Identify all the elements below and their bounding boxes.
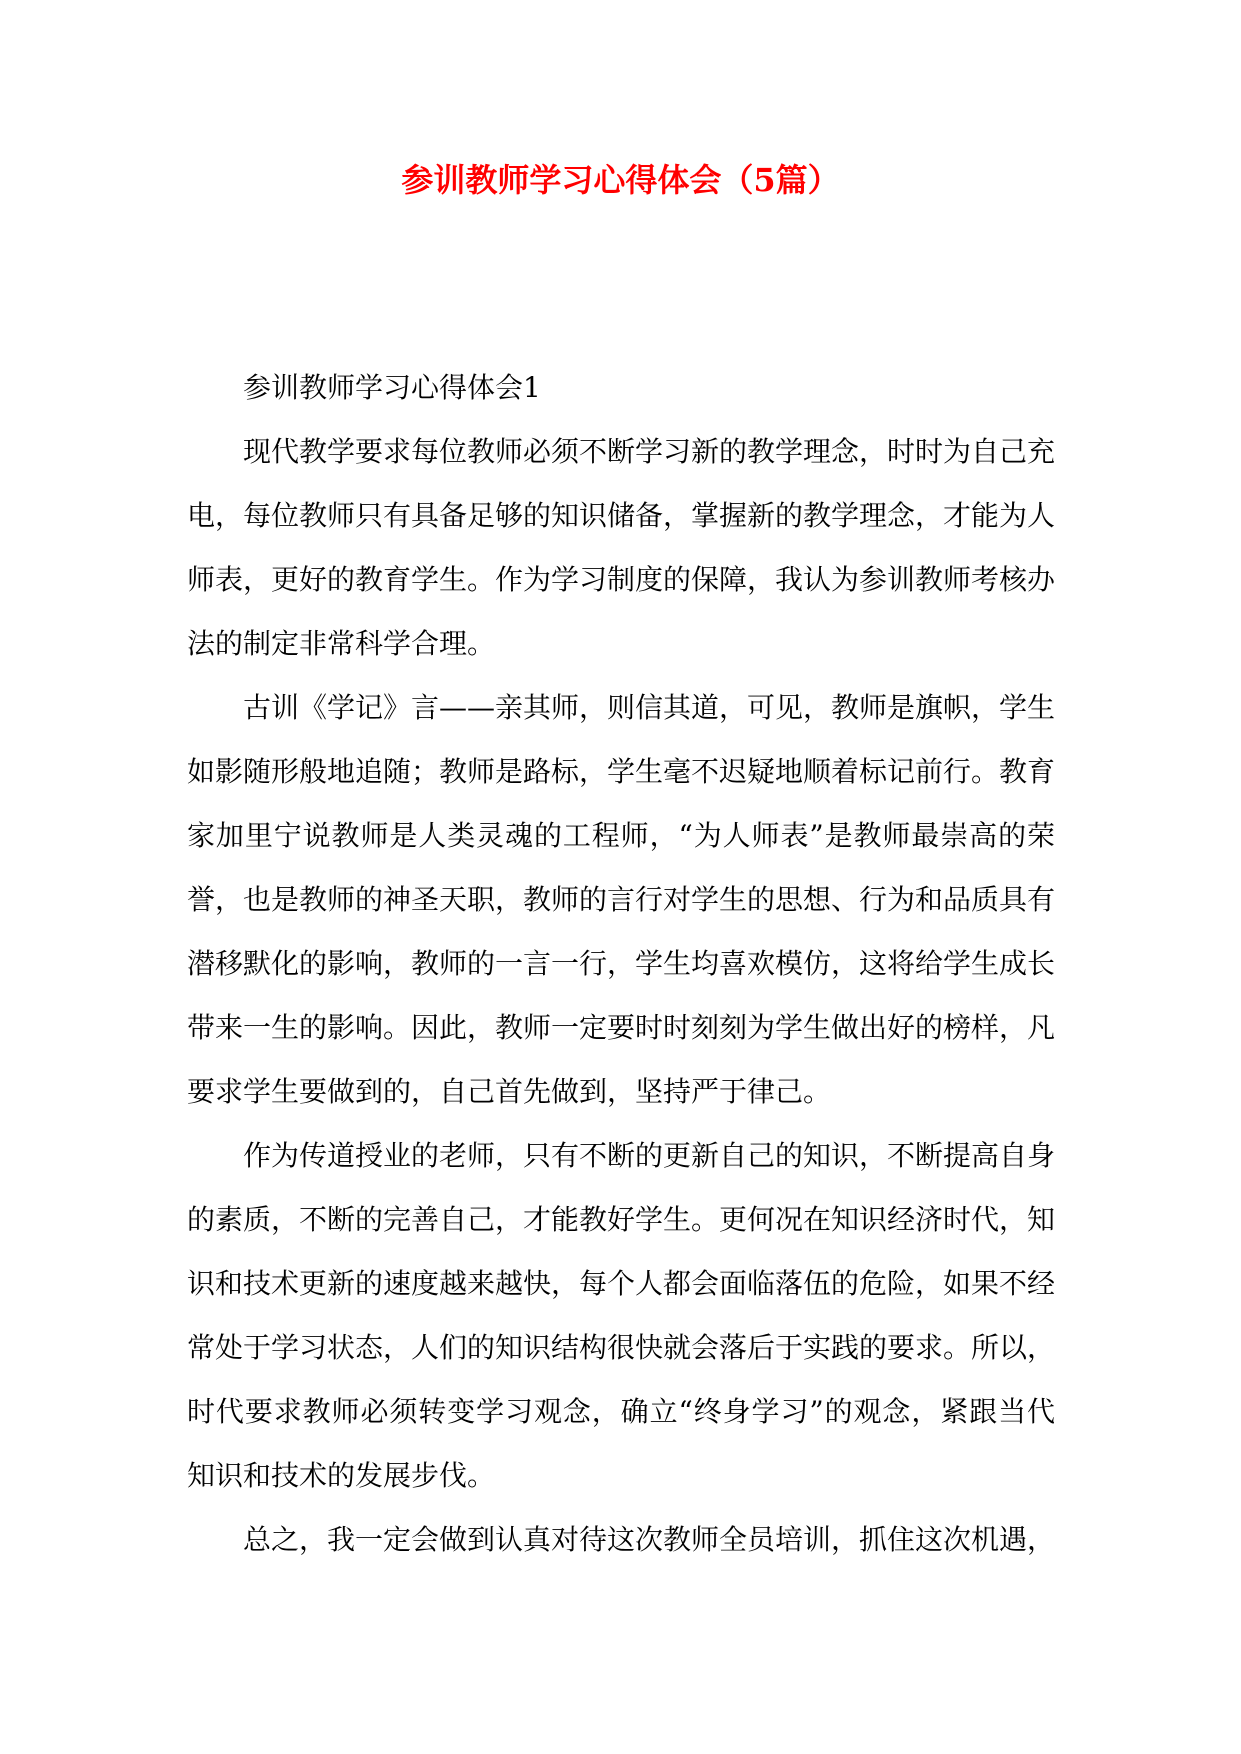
paragraph-1: 现代教学要求每位教师必须不断学习新的教学理念，时时为自己充电，每位教师只有具备足够的知识储备，掌握新的教学理念，才能为人师表，更好的教育学生。作为学习制度的保障，我认为参训教师考核办法的制定非常科学合理。 — [187, 435, 1056, 660]
section-heading: 参训教师学习心得体会1 — [243, 371, 541, 404]
document-title: 参训教师学习心得体会（5篇） — [401, 161, 840, 199]
document-body — [187, 356, 1055, 1572]
paragraph-4: 总之，我一定会做到认真对待这次教师全员培训，抓住这次机遇， — [243, 1523, 1056, 1556]
paragraph-2: 古训《学记》言——亲其师，则信其道，可见，教师是旗帜，学生如影随形般地追随；教师是路标，学生毫不迟疑地顺着标记前行。教育家加里宁说教师是人类灵魂的工程师，“为人师表”是教师最崇高的荣誉，也是教师的神圣天职，教师的言行对学生的思想、行为和品质具有潜移默化的影响，教师的一言一行，学生均喜欢模仿，这将给学生成长带来一生的影响。因此，教师一定要时时刻刻为学生做出好的榜样，凡要求学生要做到的，自己首先做到，坚持严于律己。 — [187, 691, 1056, 1108]
paragraph-3: 作为传道授业的老师，只有不断的更新自己的知识，不断提高自身的素质，不断的完善自己，才能教好学生。更何况在知识经济时代，知识和技术更新的速度越来越快，每个人都会面临落伍的危险，如果不经常处于学习状态，人们的知识结构很快就会落后于实践的要求。所以，时代要求教师必须转变学习观念，确立“终身学习”的观念，紧跟当代知识和技术的发展步伐。 — [187, 1139, 1056, 1492]
